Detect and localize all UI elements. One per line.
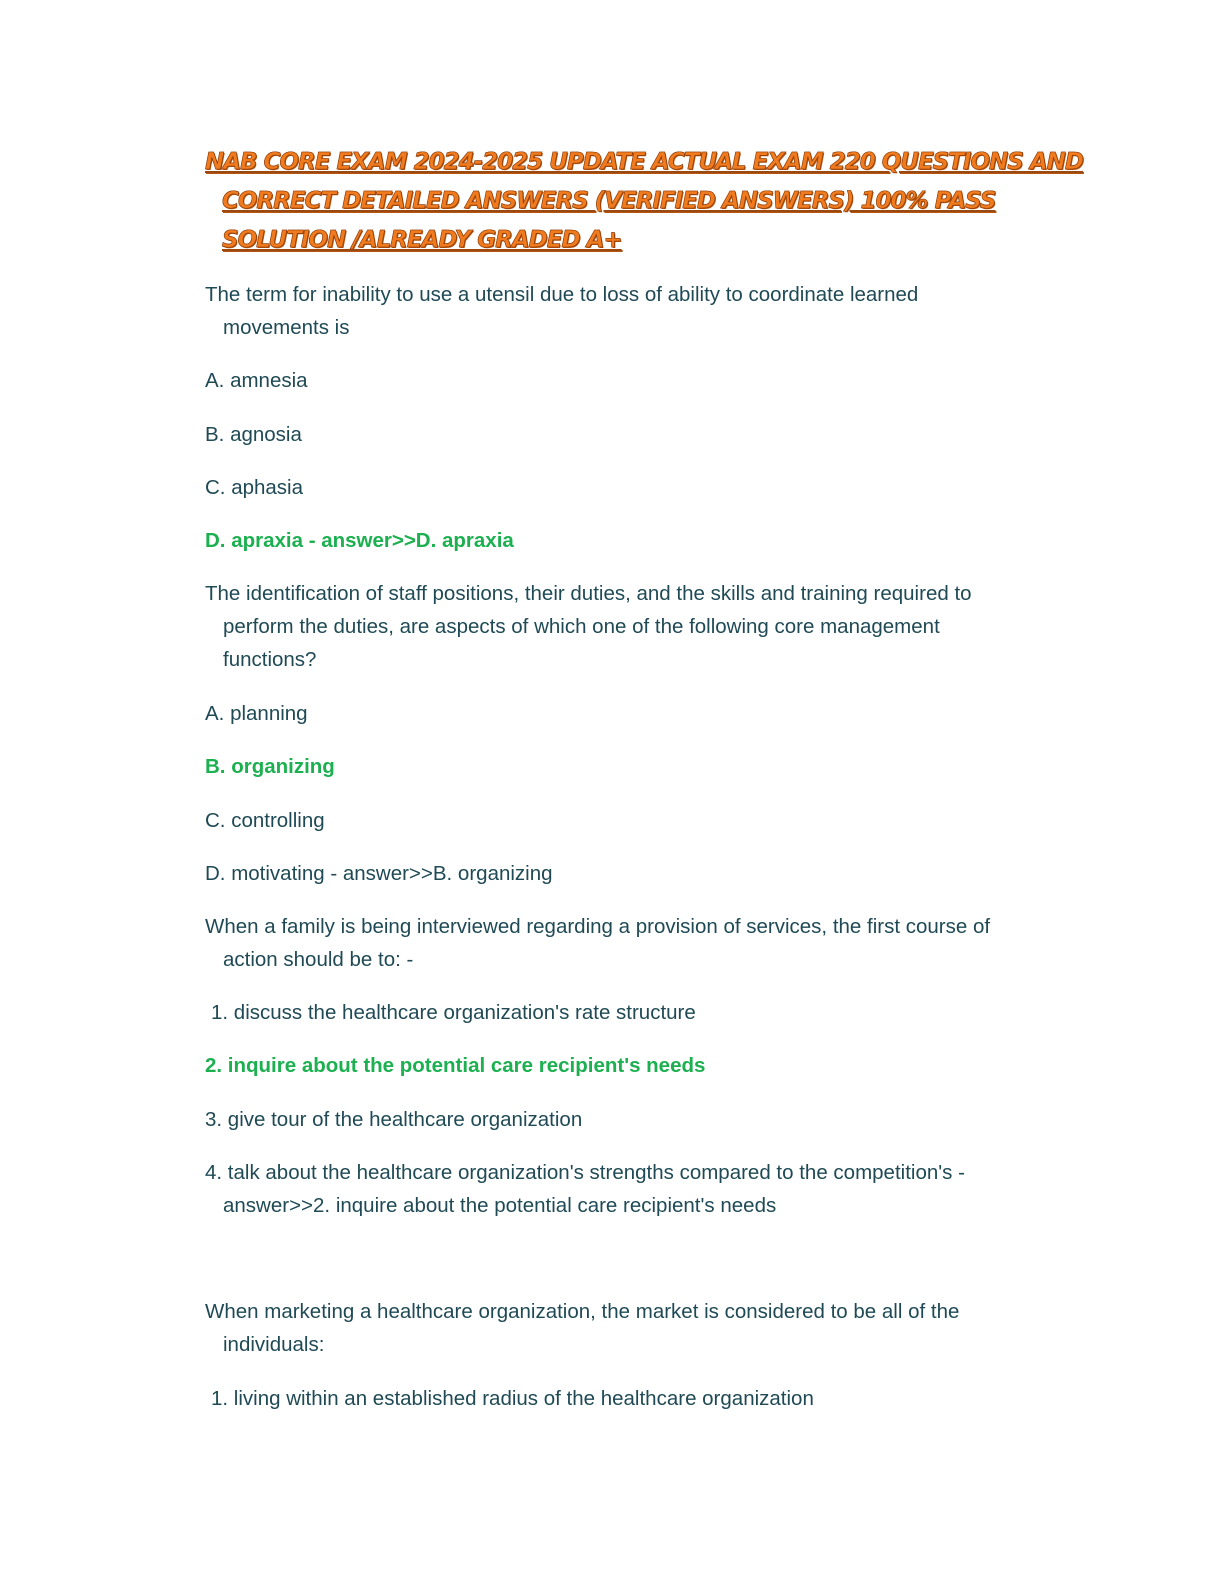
title-line-3: SOLUTION /ALREADY GRADED A+ (222, 227, 622, 253)
question-2-stem: The identification of staff positions, their duties, and the skills and training required to perform the duties, are aspects of which one of the following core management functions? (205, 582, 972, 671)
question-2-option-a: A. planning (205, 702, 308, 725)
question-2-option-c: C. controlling (205, 809, 325, 832)
question-3-stem: When a family is being interviewed regarding a provision of services, the first course of action should be to: - (205, 915, 991, 971)
question-4-option-1: 1. living within an established radius of the healthcare organization (211, 1387, 814, 1410)
question-1-option-c: C. aphasia (205, 476, 304, 499)
question-3-option-3: 3. give tour of the healthcare organization (205, 1108, 583, 1131)
question-3-answer: 4. talk about the healthcare organization's strengths compared to the competition's - answer>>2. inquire about the potential care recipient's needs (205, 1161, 965, 1217)
question-3-option-1: 1. discuss the healthcare organization's rate structure (211, 1001, 696, 1024)
question-4-stem: When marketing a healthcare organization, the market is considered to be all of the individuals: (205, 1300, 960, 1356)
question-1-answer: D. apraxia - answer>>D. apraxia (205, 529, 514, 552)
document-title (205, 143, 1083, 260)
question-2-answer: D. motivating - answer>>B. organizing (205, 862, 553, 885)
question-2-option-b-correct: B. organizing (205, 755, 335, 778)
title-line-1: NAB CORE EXAM 2024-2025 UPDATE ACTUAL EXAM 220 QUESTIONS AND (205, 149, 1083, 175)
question-1-option-b: B. agnosia (205, 423, 302, 446)
question-1-option-a: A. amnesia (205, 369, 308, 392)
title-line-2: CORRECT DETAILED ANSWERS (VERIFIED ANSWERS) 100% PASS (222, 188, 996, 214)
question-1-stem: The term for inability to use a utensil due to loss of ability to coordinate learned movements is (205, 283, 919, 339)
question-3-option-2-correct: 2. inquire about the potential care recipient's needs (205, 1054, 706, 1077)
